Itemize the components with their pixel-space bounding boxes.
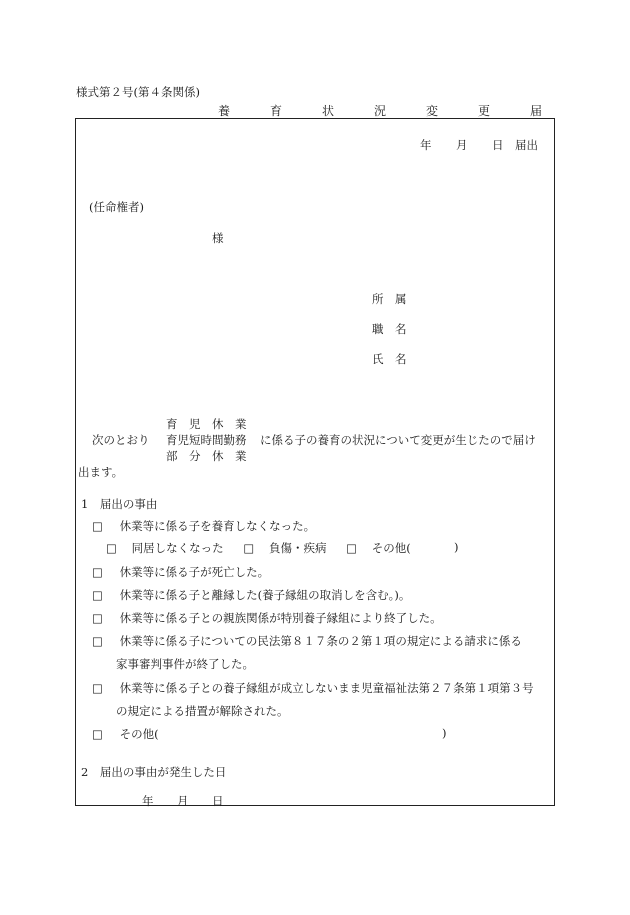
checkbox-7[interactable]: □ <box>92 727 103 741</box>
intro-option-childcare-leave: 育 児 休 業 <box>166 417 247 431</box>
form-number: 様式第２号(第４条関係) <box>76 85 200 99</box>
reason-item-5: □ 休業等に係る子についての民法第８１７条の２第１項の規定による請求に係る <box>92 634 522 648</box>
checkbox-2[interactable]: □ <box>92 565 103 579</box>
checkbox-1[interactable]: □ <box>92 519 103 533</box>
checkbox-sub-2[interactable]: □ <box>243 541 255 555</box>
intro-tail: 出ます。 <box>78 465 124 479</box>
reason-item-5-cont: 家事審判事件が終了した。 <box>116 657 254 671</box>
form-title: 養 育 状 況 変 更 届 <box>218 104 557 118</box>
reason-item-6: □ 休業等に係る子との養子縁組が成立しないまま児童福祉法第２７条第１項第３号 <box>92 681 534 695</box>
date-submitted: 届出 <box>515 138 538 152</box>
occurrence-month: 月 <box>177 794 189 808</box>
occurrence-year: 年 <box>142 794 154 808</box>
intro-lead: 次のとおり <box>92 433 150 447</box>
occurrence-day: 日 <box>212 794 224 808</box>
reason-subitems: □ 同居しなくなった □ 負傷・疾病 □ その他( <box>106 541 411 555</box>
section1-heading: 1 届出の事由 <box>81 497 158 511</box>
intro-option-partial-leave: 部 分 休 業 <box>166 449 247 463</box>
reason-item-1: □ 休業等に係る子を養育しなくなった。 <box>92 519 316 533</box>
appointer-label: (任命権者) <box>89 200 144 214</box>
section2-heading: 2 届出の事由が発生した日 <box>81 765 227 779</box>
honorific-sama: 様 <box>212 231 224 245</box>
checkbox-6[interactable]: □ <box>92 681 103 695</box>
date-day: 日 <box>492 138 504 152</box>
reason-item-3: □ 休業等に係る子と離縁した(養子縁組の取消しを含む。)。 <box>92 588 411 602</box>
affiliation-label: 所 属 <box>372 292 407 306</box>
reason-item-2: □ 休業等に係る子が死亡した。 <box>92 565 270 579</box>
reason-item-other: □ その他( <box>92 727 159 741</box>
intro-option-short-hours: 育児短時間勤務 <box>166 433 247 447</box>
position-label: 職 名 <box>372 322 407 336</box>
name-label: 氏 名 <box>372 352 407 366</box>
checkbox-3[interactable]: □ <box>92 588 103 602</box>
checkbox-sub-1[interactable]: □ <box>106 541 117 555</box>
other-close: ) <box>442 726 447 740</box>
sub-other-close: ) <box>454 540 459 554</box>
intro-rest: に係る子の養育の状況について変更が生じたので届け <box>260 433 536 447</box>
checkbox-sub-3[interactable]: □ <box>346 541 357 555</box>
checkbox-5[interactable]: □ <box>92 634 103 648</box>
date-year: 年 <box>420 138 432 152</box>
reason-item-4: □ 休業等に係る子との親族関係が特別養子縁組により終了した。 <box>92 611 442 625</box>
date-month: 月 <box>456 138 468 152</box>
checkbox-4[interactable]: □ <box>92 611 103 625</box>
reason-item-6-cont: の規定による措置が解除された。 <box>116 704 289 718</box>
